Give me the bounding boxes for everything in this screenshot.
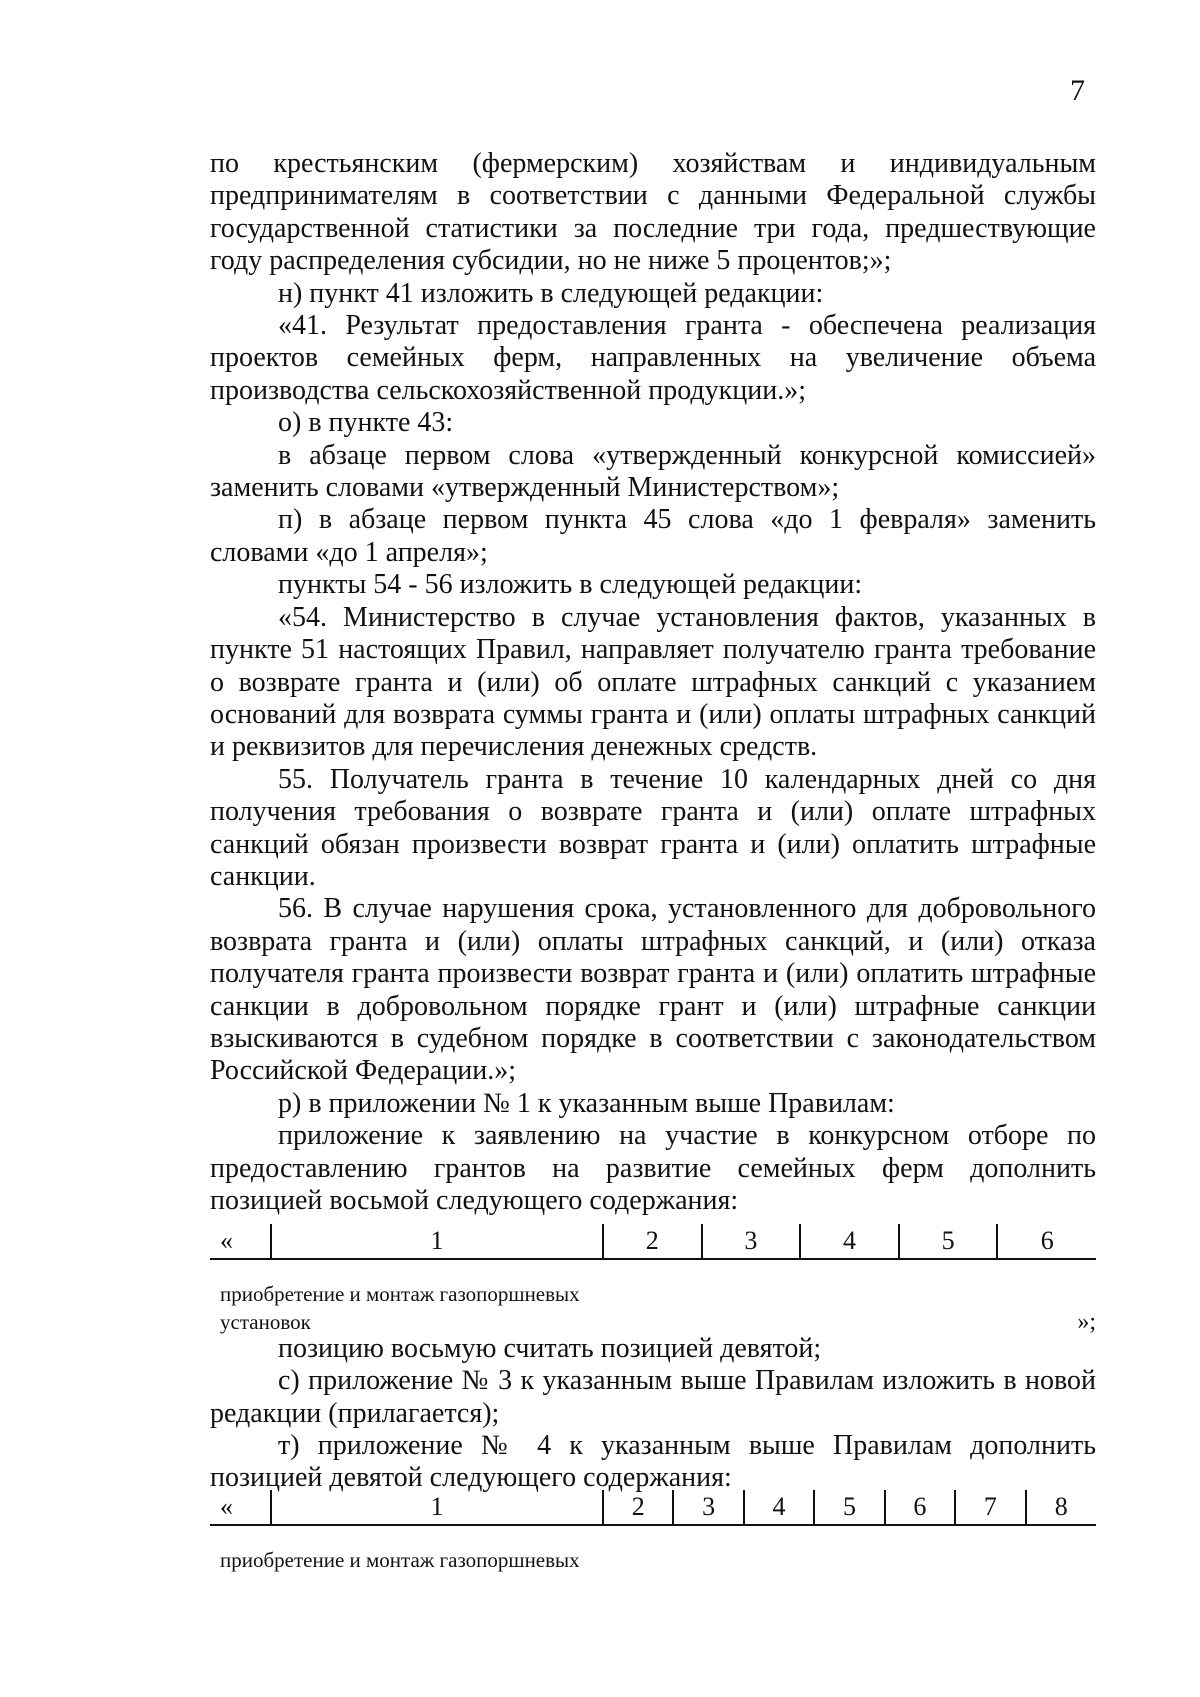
table-header-cell: 2	[603, 1490, 673, 1525]
main-text-block	[210, 148, 1096, 1217]
row-text-line: приобретение и монтаж газопоршневых	[220, 1548, 580, 1572]
text-block-before-table-2	[210, 1430, 1096, 1495]
paragraph: 55. Получатель гранта в течение 10 календарных дней со дня получения требования о возврате гранта и (или) оплате штрафных санкций обязан произвести возврат гранта и (или) оплатить штрафные санкции.	[210, 763, 1096, 892]
page-number: 7	[1070, 74, 1085, 107]
table-header-cell: 3	[673, 1490, 743, 1525]
paragraph: позицию восьмую считать позицией девятой;	[278, 1333, 822, 1364]
paragraph: н) пункт 41 изложить в следующей редакции:	[278, 277, 824, 309]
paragraph: п) в абзаце первом пункта 45 слова «до 1 февраля» заменить словами «до 1 апреля»;	[210, 504, 1096, 568]
paragraph: 56. В случае нарушения срока, установленного для добровольного возврата гранта и (или) оплаты штрафных санкций, и (или) отказа получателя гранта произвести возврат гранта и (или) оплатить штрафные санкции в добровольном порядке грант и (или) штрафные санкции взыскиваются в судебном порядке в соответствии с законодательством Российской Федерации.»;	[210, 893, 1096, 1087]
table-header-cell: 5	[814, 1490, 884, 1525]
row-text-line: приобретение и монтаж газопоршневых	[220, 1282, 580, 1306]
text-block-after-table-1	[210, 1333, 1096, 1430]
paragraph: о) в пункте 43:	[278, 407, 454, 439]
table-header-cell: 3	[702, 1224, 801, 1259]
table-header-cell: 4	[800, 1224, 899, 1259]
insert-table-appendix-1	[210, 1224, 1096, 1260]
table-header-cell: 4	[744, 1490, 814, 1525]
table-header-cell: 1	[271, 1224, 603, 1259]
table-header-cell: 2	[603, 1224, 702, 1259]
insert-table-appendix-4	[210, 1490, 1096, 1526]
paragraph: «41. Результат предоставления гранта - обеспечена реализация проектов семейных ферм, направленных на увеличение объема производства сельскохозяйственной продукции.»;	[210, 310, 1096, 406]
paragraph: приложение к заявлению на участие в конкурсном отборе по предоставлению грантов на развитие семейных ферм дополнить позицией восьмой следующего содержания:	[210, 1120, 1096, 1216]
paragraph: р) в приложении № 1 к указанным выше Правилам:	[278, 1087, 895, 1119]
table-header-cell: 8	[1026, 1490, 1096, 1525]
table-header-cell: 6	[997, 1224, 1096, 1259]
table-row-text	[220, 1546, 1096, 1574]
table-header-cell: 7	[955, 1490, 1025, 1525]
paragraph: с) приложение № 3 к указанным выше Правилам изложить в новой редакции (прилагается);	[210, 1365, 1096, 1429]
paragraph: т) приложение № 4 к указанным выше Правилам дополнить позицией девятой следующего содержания:	[210, 1430, 1096, 1494]
table-row-text	[220, 1280, 1096, 1336]
paragraph: «54. Министерство в случае установления фактов, указанных в пункте 51 настоящих Правил, направляет получателю гранта требование о возврате гранта и (или) об оплате штрафных санкций с указанием оснований для возврата суммы гранта и (или) оплаты штрафных санкций и реквизитов для перечисления денежных средств.	[210, 601, 1096, 763]
paragraph: пункты 54 - 56 изложить в следующей редакции:	[278, 569, 863, 601]
table-header-cell: 6	[885, 1490, 955, 1525]
table-header-cell: 5	[899, 1224, 998, 1259]
row-text-line: установок	[220, 1310, 311, 1334]
paragraph: в абзаце первом слова «утвержденный конкурсной комиссией» заменить словами «утвержденный Министерством»;	[210, 439, 1096, 504]
table-open-quote: «	[210, 1224, 271, 1259]
table-open-quote: «	[210, 1490, 271, 1525]
paragraph: по крестьянским (фермерским) хозяйствам и индивидуальным предпринимателям в соответствии с данными Федеральной службы государственной статистики за последние три года, предшествующие году распределения субсидии, но не ниже 5 процентов;»;	[210, 148, 1096, 277]
table-header-cell: 1	[271, 1490, 603, 1525]
table-close-quote: »;	[1077, 1309, 1096, 1335]
